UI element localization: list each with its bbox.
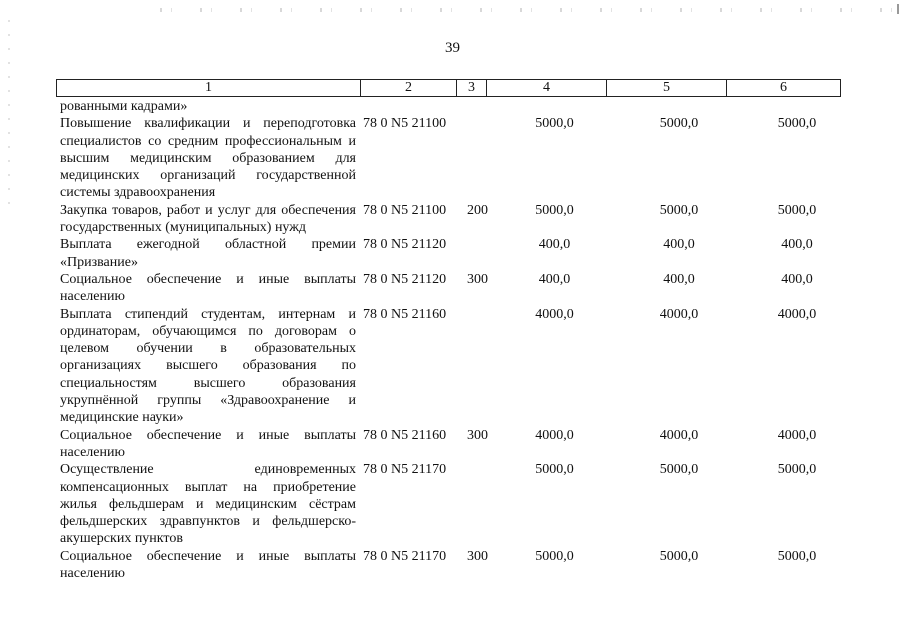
row-value-6: 5000,0 — [777, 548, 817, 564]
row-value-5: 4000,0 — [659, 427, 699, 443]
row-description: Выплата ежегодной областной премии «Призвание» — [60, 237, 356, 270]
header-col-6: 6 — [727, 79, 841, 97]
row-value-6: 5000,0 — [777, 116, 817, 132]
table-row — [60, 98, 856, 115]
table-row — [60, 236, 856, 271]
table-row — [60, 115, 856, 201]
row-value-6: 4000,0 — [777, 427, 817, 443]
scan-artifact — [160, 8, 900, 12]
row-value-4: 400,0 — [538, 237, 571, 253]
page-number: 39 — [445, 40, 460, 56]
row-value-6: 4000,0 — [777, 306, 817, 322]
table-row — [60, 271, 856, 306]
row-value-5: 5000,0 — [659, 462, 699, 478]
row-type — [467, 461, 489, 547]
row-code: 78 0 N5 21100 — [363, 116, 447, 132]
row-description: Осуществление единовременных компенсационных выплат на приобретение жилья фельдшерам и медицинским сёстрам фельдшерских здравпунктов и фельдшерско-акушерских пунктов — [60, 462, 356, 547]
table-header — [56, 79, 841, 97]
row-value-5: 5000,0 — [659, 116, 699, 132]
row-value-6 — [738, 98, 856, 115]
row-type — [467, 236, 489, 271]
row-value-4: 4000,0 — [535, 427, 574, 443]
table-body — [60, 98, 856, 582]
row-type: 300 — [467, 427, 488, 443]
row-value-5: 4000,0 — [659, 306, 699, 322]
row-value-4: 400,0 — [538, 271, 571, 287]
table-row — [60, 461, 856, 547]
row-description: Повышение квалификации и переподготовка специалистов со средним профессиональным и высшим медицинским образованием для медицинских организаций государственной системы здравоохранения — [60, 116, 356, 201]
header-col-1: 1 — [56, 79, 361, 97]
row-value-4: 4000,0 — [535, 306, 574, 322]
row-description: Закупка товаров, работ и услуг для обеспечения государственных (муниципальных) нужд — [60, 202, 356, 236]
row-value-5: 5000,0 — [659, 548, 699, 564]
row-type — [467, 98, 489, 115]
row-code: 78 0 N5 21100 — [363, 202, 447, 218]
row-description: рованными кадрами» — [60, 99, 188, 114]
table-row — [60, 427, 856, 462]
row-value-5 — [620, 98, 738, 115]
row-value-4: 5000,0 — [535, 462, 574, 478]
row-type: 300 — [467, 548, 488, 564]
row-description: Социальное обеспечение и иные выплаты населению — [60, 548, 356, 582]
row-code: 78 0 N5 21160 — [363, 306, 447, 322]
table-row — [60, 306, 856, 427]
scan-artifact-right — [897, 4, 899, 14]
row-type — [467, 306, 489, 427]
row-value-6: 5000,0 — [777, 462, 817, 478]
row-code — [356, 98, 467, 115]
row-description: Социальное обеспечение и иные выплаты населению — [60, 271, 356, 305]
row-value-4: 5000,0 — [535, 202, 574, 218]
row-code: 78 0 N5 21120 — [363, 237, 447, 253]
header-col-5: 5 — [607, 79, 727, 97]
row-value-4 — [489, 98, 620, 115]
row-code: 78 0 N5 21170 — [363, 462, 447, 478]
table-row — [60, 202, 856, 237]
row-value-6: 400,0 — [781, 237, 813, 253]
table-row — [60, 548, 856, 583]
row-description: Социальное обеспечение и иные выплаты населению — [60, 427, 356, 460]
row-value-5: 400,0 — [663, 271, 695, 287]
row-value-6: 400,0 — [781, 271, 813, 287]
header-col-2: 2 — [361, 79, 457, 97]
header-col-4: 4 — [487, 79, 607, 97]
row-value-5: 400,0 — [663, 237, 695, 253]
row-value-4: 5000,0 — [535, 548, 574, 564]
row-value-5: 5000,0 — [659, 202, 699, 218]
row-code: 78 0 N5 21120 — [363, 271, 447, 287]
row-type — [467, 115, 489, 201]
row-type: 200 — [467, 202, 488, 218]
row-code: 78 0 N5 21160 — [363, 427, 447, 443]
row-value-4: 5000,0 — [535, 116, 574, 132]
row-value-6: 5000,0 — [777, 202, 817, 218]
row-description: Выплата стипендий студентам, интернам и ординаторам, обучающимся по договорам о целевом обучении в образовательных организациях высшего образования по специальностям высшего образования укрупнённой группы «Здравоохранение и медицинские науки» — [60, 306, 356, 426]
header-col-3: 3 — [457, 79, 487, 97]
row-type: 300 — [467, 271, 488, 287]
row-code: 78 0 N5 21170 — [363, 548, 447, 564]
